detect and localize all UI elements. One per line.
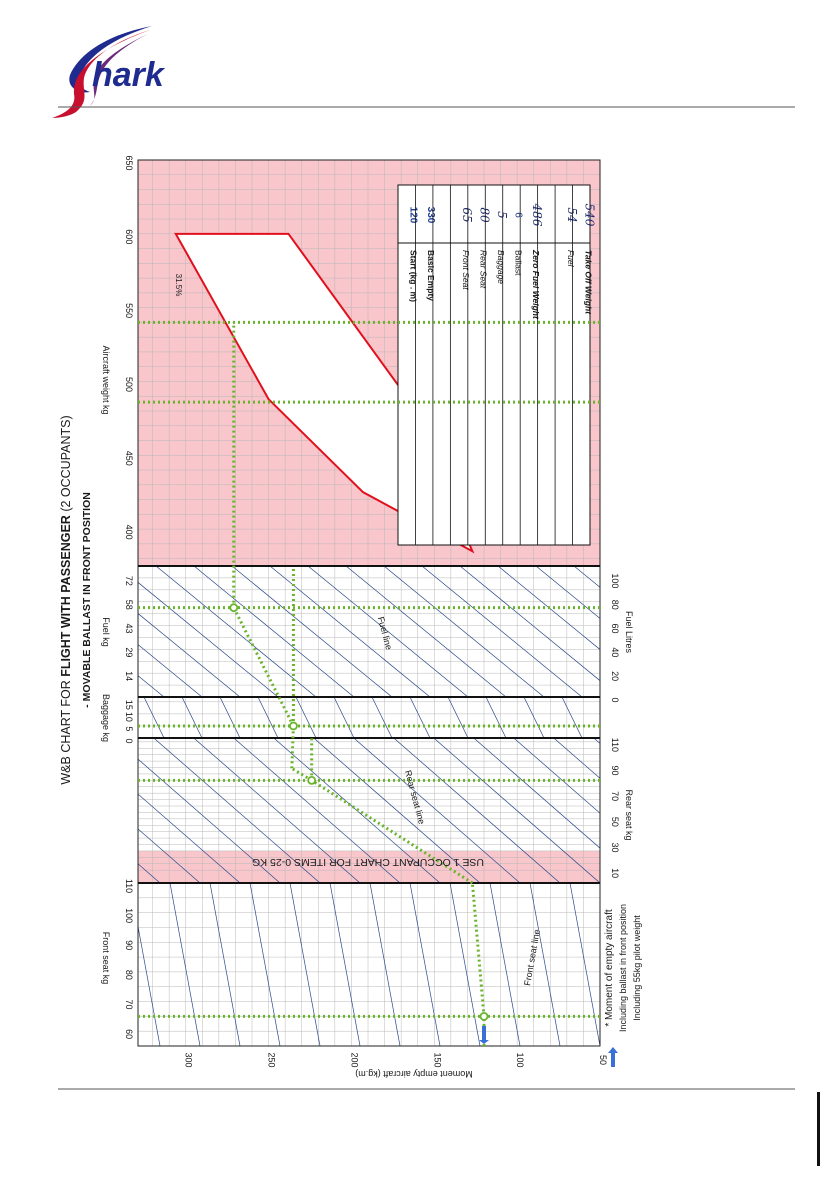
logo-wordmark: hark bbox=[92, 56, 164, 94]
tick-label-fuel-kg: 43 bbox=[124, 623, 134, 634]
fuel-line bbox=[688, 566, 839, 697]
tick-label-fuel-kg: 29 bbox=[124, 647, 134, 658]
front-seat-line bbox=[650, 883, 680, 1046]
baggage-line bbox=[524, 697, 544, 738]
guide-point bbox=[290, 722, 297, 729]
baggage-line bbox=[752, 697, 772, 738]
tick-label-front-seat: 70 bbox=[124, 999, 134, 1010]
guide-rear-to-baggage bbox=[292, 726, 294, 768]
table-row-value: 65 bbox=[460, 207, 475, 223]
tick-label-fuel-kg: 72 bbox=[124, 575, 134, 586]
tick-label-rear-seat: 70 bbox=[610, 791, 620, 802]
table-row-value: 54 bbox=[564, 207, 579, 223]
front-seat-line bbox=[730, 883, 760, 1046]
table-row-value: 486 bbox=[529, 203, 544, 227]
axis-label-front-seat: Front seat kg bbox=[101, 931, 111, 985]
table-row-label: Start (kg . m) bbox=[408, 250, 419, 302]
tick-label-rear-seat: 10 bbox=[610, 868, 620, 879]
table-row-label: Front Seat bbox=[461, 250, 472, 290]
table-row-label: Zero Fuel Weight bbox=[530, 250, 541, 319]
tick-label-weight: 650 bbox=[124, 155, 134, 171]
guide-point bbox=[308, 777, 315, 784]
rear-seat-line bbox=[580, 726, 760, 883]
tick-label-weight: 500 bbox=[124, 376, 134, 392]
tick-label-baggage: 15 bbox=[124, 699, 134, 710]
chart-subtitle: - MOVABLE BALLAST IN FRONT POSITION bbox=[81, 492, 93, 708]
baggage-line bbox=[676, 697, 696, 738]
fuel-line bbox=[422, 566, 582, 697]
table-row-label: Rear Seat bbox=[478, 250, 489, 289]
rear-seat-line bbox=[0, 726, 40, 883]
fuel-line bbox=[612, 566, 772, 697]
rear-seat-warning: USE 1 OCCUPANT CHART FOR ITEMS 0-25 KG bbox=[251, 856, 485, 868]
tick-label-moment: 150 bbox=[432, 1052, 443, 1068]
fuel-line bbox=[574, 566, 734, 697]
baggage-line bbox=[0, 697, 12, 738]
fuel-line bbox=[650, 566, 810, 697]
front-seat-line bbox=[690, 883, 720, 1046]
front-seat-line bbox=[450, 883, 480, 1046]
tick-label-baggage: 0 bbox=[124, 738, 134, 744]
chart-title-bold: FLIGHT WITH PASSENGER bbox=[59, 515, 73, 677]
baggage-line bbox=[30, 697, 50, 738]
tick-label-moment: 250 bbox=[266, 1052, 277, 1068]
baggage-line bbox=[334, 697, 354, 738]
tick-label-moment: 300 bbox=[183, 1052, 194, 1068]
baggage-lines bbox=[0, 697, 772, 738]
tick-label-fuel-kg: 14 bbox=[124, 671, 134, 682]
rear-seat-line bbox=[620, 726, 800, 883]
chart-title-suffix: (2 OCCUPANTS) bbox=[59, 415, 73, 516]
table-row-value: 5 bbox=[495, 211, 509, 219]
table-row-value: 6 bbox=[512, 212, 524, 218]
tick-label-fuel-litres: 60 bbox=[610, 623, 620, 634]
table-row-label: Take Off Weight bbox=[583, 250, 594, 315]
baggage-line bbox=[714, 697, 734, 738]
rear-seat-line bbox=[0, 726, 160, 883]
axis-label-rear-seat: Rear seat kg bbox=[624, 789, 634, 841]
fuel-line bbox=[384, 566, 544, 697]
note-line-2: Including ballast in front position bbox=[618, 903, 628, 1033]
tick-label-rear-seat: 110 bbox=[610, 737, 620, 753]
baggage-line bbox=[296, 697, 316, 738]
baggage-line bbox=[638, 697, 658, 738]
envelope-label-aft: 31.5% bbox=[174, 273, 183, 297]
axis-label-fuel-litres: Fuel Litres bbox=[624, 610, 634, 654]
front-seat-line bbox=[250, 883, 280, 1046]
tick-label-front-seat: 100 bbox=[124, 908, 134, 924]
tick-label-rear-seat: 90 bbox=[610, 765, 620, 776]
tick-label-fuel-litres: 20 bbox=[610, 671, 620, 682]
table-row-label: Basic Empty bbox=[426, 250, 437, 302]
table-row-value: 540 bbox=[582, 203, 597, 227]
guide-point bbox=[481, 1013, 488, 1020]
front-seat-line bbox=[570, 883, 600, 1046]
chart-root bbox=[0, 155, 839, 1079]
tick-label-fuel-litres: 40 bbox=[610, 647, 620, 658]
axis-label-baggage: Baggage kg bbox=[101, 693, 111, 743]
front-seat-line bbox=[370, 883, 400, 1046]
tick-label-weight: 450 bbox=[124, 450, 134, 466]
tick-label-front-seat: 110 bbox=[124, 878, 134, 894]
page-edge-mark bbox=[817, 1092, 820, 1166]
tick-label-fuel-litres: 100 bbox=[610, 573, 620, 589]
baggage-line bbox=[144, 697, 164, 738]
fuel-line bbox=[0, 566, 12, 697]
baggage-line bbox=[600, 697, 620, 738]
load-table bbox=[398, 185, 596, 545]
front-seat-line bbox=[410, 883, 440, 1046]
tick-label-weight: 550 bbox=[124, 303, 134, 319]
front-seat-line bbox=[170, 883, 200, 1046]
fuel-line bbox=[346, 566, 506, 697]
tick-label-moment: 100 bbox=[515, 1052, 526, 1068]
front-seat-line bbox=[810, 883, 839, 1046]
tick-label-moment: 200 bbox=[349, 1052, 360, 1068]
table-row-value: 330 bbox=[425, 206, 437, 224]
tick-label-rear-seat: 30 bbox=[610, 842, 620, 853]
fuel-line bbox=[118, 566, 278, 697]
note-arrow-icon bbox=[608, 1047, 618, 1067]
fuel-line bbox=[0, 566, 88, 697]
fuel-line bbox=[194, 566, 354, 697]
tick-label-baggage: 5 bbox=[124, 726, 134, 732]
front-seat-line bbox=[10, 883, 40, 1046]
axis-label-fuel-kg: Fuel kg bbox=[101, 617, 111, 647]
tick-label-weight: 600 bbox=[124, 229, 134, 245]
tick-label-rear-seat: 50 bbox=[610, 816, 620, 827]
tick-label-moment: 50 bbox=[598, 1054, 608, 1066]
axis-label-moment: Moment empty aircraft (kg.m) bbox=[355, 1069, 473, 1079]
front-seat-line bbox=[290, 883, 320, 1046]
tick-label-front-seat: 60 bbox=[124, 1029, 134, 1040]
baggage-line bbox=[486, 697, 506, 738]
start-arrow-icon bbox=[479, 1026, 489, 1044]
table-row-value: 80 bbox=[477, 207, 492, 223]
front-seat-line bbox=[330, 883, 360, 1046]
front-seat-line bbox=[490, 883, 520, 1046]
tick-label-fuel-kg: 58 bbox=[124, 599, 134, 610]
rear-seat-line-label: Rear seat line bbox=[402, 769, 427, 826]
tick-label-fuel-litres: 0 bbox=[610, 697, 620, 703]
axis-label-weight: Aircraft weight kg bbox=[101, 345, 111, 415]
baggage-line bbox=[372, 697, 392, 738]
guide-point bbox=[230, 604, 237, 611]
note-line-1: * Moment of empty aircraft bbox=[604, 909, 615, 1027]
table-row-label: Fuel bbox=[565, 250, 576, 267]
chart-title-prefix: W&B CHART FOR bbox=[59, 676, 73, 785]
tick-label-weight: 400 bbox=[124, 524, 134, 540]
table-frame bbox=[398, 185, 590, 545]
baggage-line bbox=[258, 697, 278, 738]
fuel-line-label: Fuel line bbox=[375, 615, 395, 651]
baggage-line bbox=[220, 697, 240, 738]
tick-label-fuel-litres: 80 bbox=[610, 599, 620, 610]
chart-title bbox=[59, 415, 73, 784]
table-row-value: 120 bbox=[407, 206, 419, 224]
table-row-label: Baggage bbox=[496, 250, 506, 285]
front-seat-line bbox=[50, 883, 80, 1046]
tick-label-front-seat: 80 bbox=[124, 969, 134, 980]
rear-seat-line bbox=[20, 726, 200, 883]
fuel-line bbox=[0, 566, 50, 697]
baggage-line bbox=[410, 697, 430, 738]
rear-seat-line bbox=[700, 726, 839, 883]
tick-label-baggage: 10 bbox=[124, 711, 134, 722]
rear-seat-line bbox=[660, 726, 839, 883]
tick-label-front-seat: 90 bbox=[124, 940, 134, 951]
baggage-line bbox=[182, 697, 202, 738]
table-row-label: Ballast bbox=[513, 250, 524, 276]
guide-front-seat bbox=[472, 883, 484, 1016]
note-line-3: Including 55kg pilot weight bbox=[632, 915, 642, 1021]
baggage-line bbox=[562, 697, 582, 738]
front-seat-line bbox=[770, 883, 800, 1046]
front-seat-line-label: Front seat line bbox=[522, 928, 542, 987]
shark-logo bbox=[52, 26, 166, 118]
